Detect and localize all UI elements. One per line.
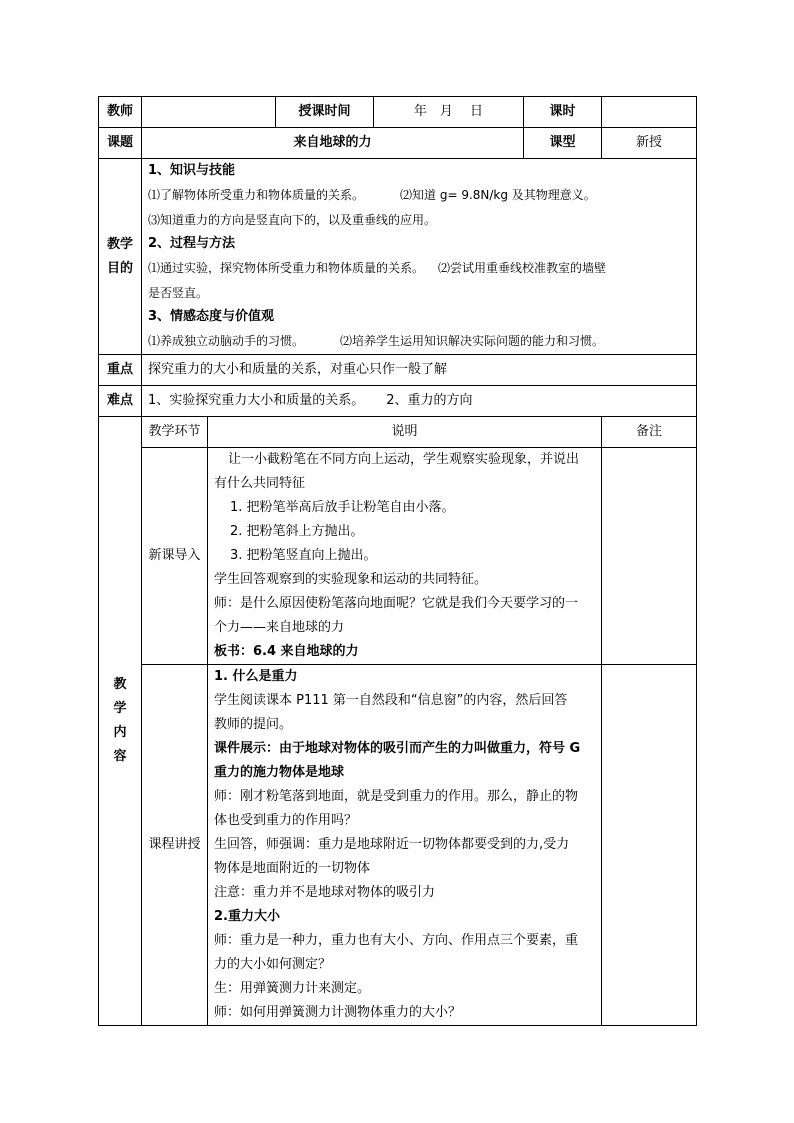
objective-section-title: 3、情感态度与价值观 [148,309,275,324]
time-value: 年 月 日 [374,97,524,128]
note-column-header: 备注 [602,417,697,448]
period-value [602,97,697,128]
key-point-text: 探究重力的大小和质量的关系，对重心只作一般了解 [142,355,697,386]
intro-row [99,448,697,665]
objectives-row [99,159,697,355]
intro-content: 让一小截粉笔在不同方向上运动，学生观察实验现象，并说出 有什么共同特征 1. 把粉笔举高后放手让粉笔自由小落。 2. 把粉笔斜上方抛出。 3. 把粉笔竖直向上抛出。 学生回答观察到的实验现象和运动的共同特征。 师：是什么原因使粉笔落向地面呢？它就是我们今天要学习的一 个力——来自地球的力 板书：6.4 来自地球的力 [208,448,602,665]
objective-line: ⑴养成独立动脑动手的习惯。 ⑵培养学生运用知识解决实际问题的能力和习惯。 [148,334,605,348]
lecture-content: 1. 什么是重力 学生阅读课本 P111 第一自然段和“信息窗”的内容，然后回答 教师的提问。 课件展示：由于地球对物体的吸引而产生的力叫做重力，符号 G 重力的施力物体是地球 师：刚才粉笔落到地面，就是受到重力的作用。那么，静止的物 体也受到重力的作用吗？ 生回答，师强调：重力是地球附近一切物体都要受到的力,受力 物体是地面附近的一切物体 注意：重力并不是地球对物体的吸引力 2.重力大小 师：重力是一种力，重力也有大小、方向、作用点三个要素，重 力的大小如何测定？ 生：用弹簧测力计来测定。 师：如何用弹簧测力计测物体重力的大小？ [208,665,602,1026]
lesson-plan-table [98,96,697,1026]
objective-line: ⑴通过实验，探究物体所受重力和物体质量的关系。 ⑵尝试用重垂线校准教室的墙壁 [148,261,607,275]
period-label: 课时 [524,97,602,128]
lecture-stage: 课程讲授 [142,665,208,1026]
objective-line: ⑴了解物体所受重力和物体质量的关系。 ⑵知道 g= 9.8N/kg 及其物理意义。 [148,188,596,202]
type-label: 课型 [524,128,602,159]
objective-section-title: 1、知识与技能 [148,163,236,178]
content-header-row [99,417,697,448]
header-row-1 [99,97,697,128]
time-label: 授课时间 [276,97,374,128]
topic-value: 来自地球的力 [142,128,524,159]
objective-section-title: 2、过程与方法 [148,236,236,251]
lecture-row [99,665,697,1026]
teacher-label: 教师 [99,97,142,128]
intro-stage: 新课导入 [142,448,208,665]
objectives-content [142,159,697,355]
difficulty-text: 1、实验探究重力大小和质量的关系。 2、重力的方向 [142,386,697,417]
intro-note [602,448,697,665]
difficulty-row [99,386,697,417]
difficulty-label: 难点 [99,386,142,417]
teacher-value [142,97,276,128]
description-column-header: 说明 [208,417,602,448]
objectives-label: 教学 目的 [99,159,142,355]
objective-line: ⑶知道重力的方向是竖直向下的，以及重垂线的应用。 [148,213,437,227]
content-label: 教 学 内 容 [99,417,142,1026]
topic-label: 课题 [99,128,142,159]
lecture-note [602,665,697,1026]
objective-line: 是否竖直。 [148,286,209,300]
key-point-row [99,355,697,386]
stage-column-header: 教学环节 [142,417,208,448]
type-value: 新授 [602,128,697,159]
header-row-2 [99,128,697,159]
key-point-label: 重点 [99,355,142,386]
